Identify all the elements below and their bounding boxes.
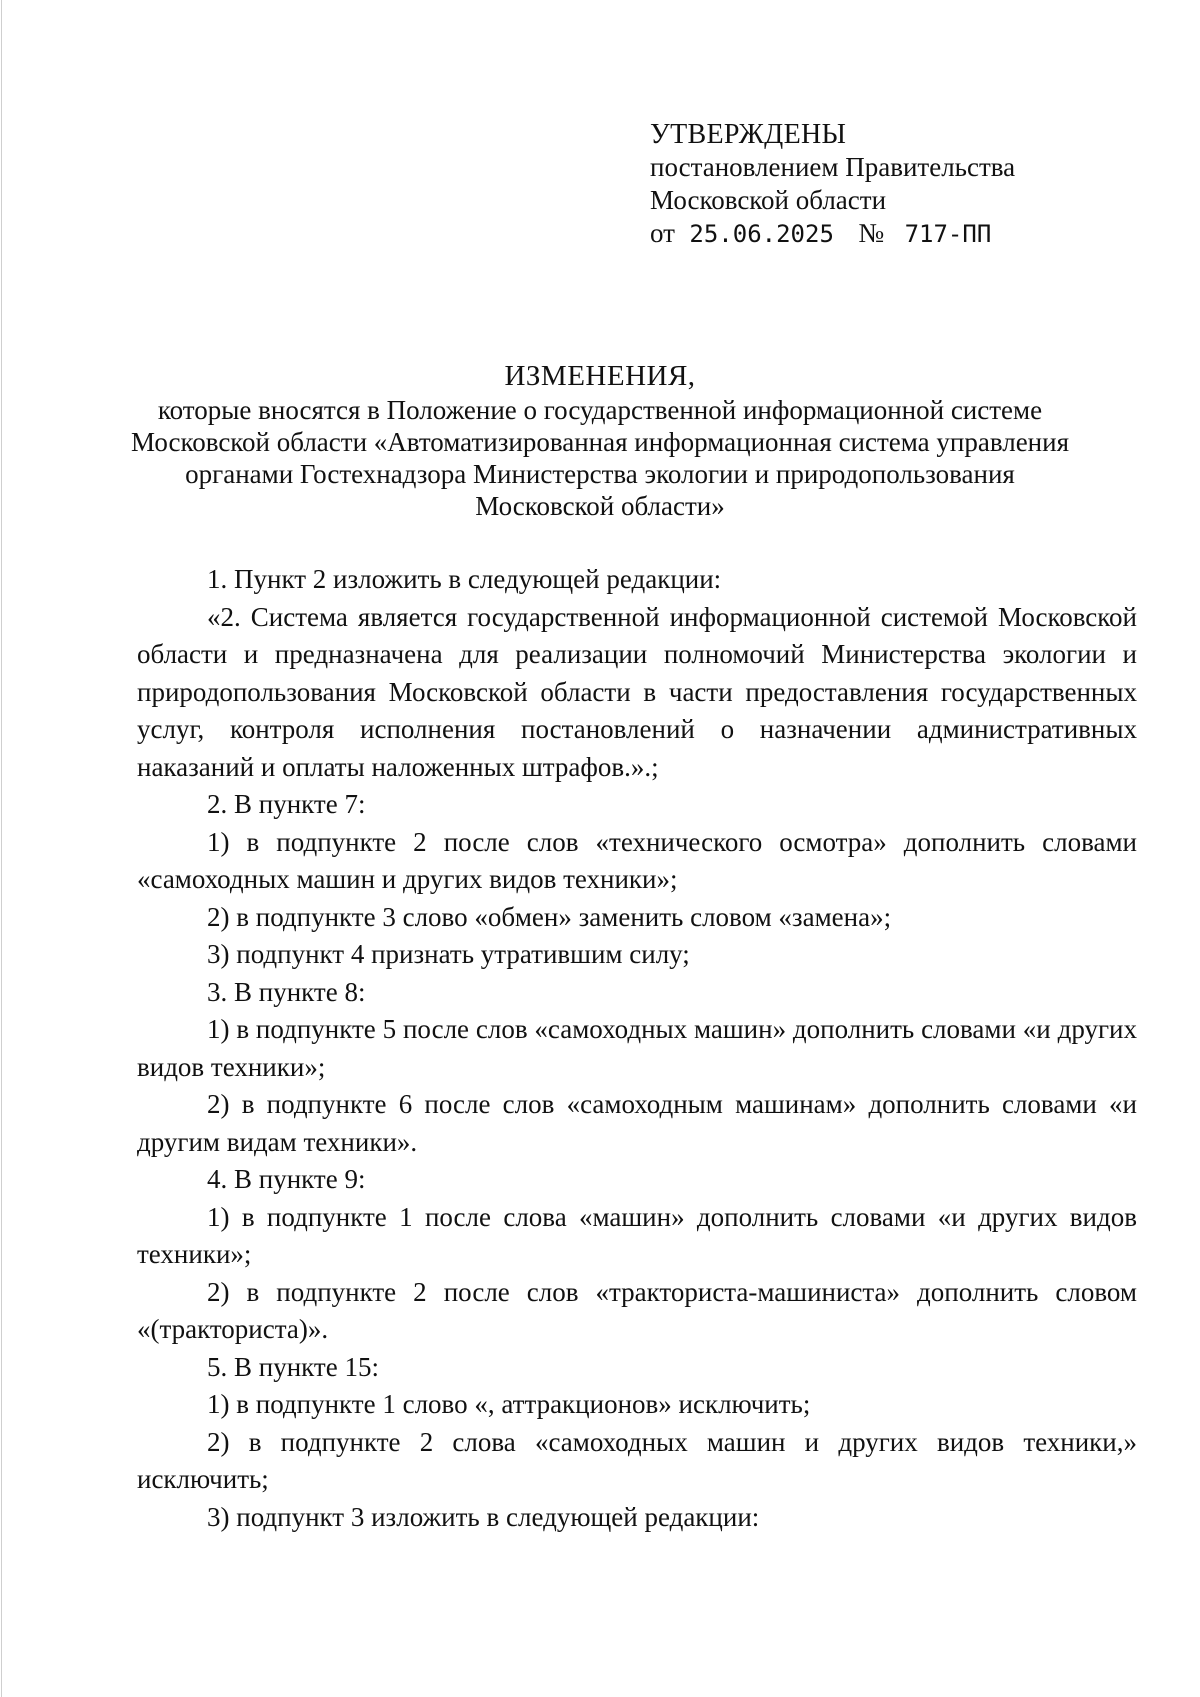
document-body: [137, 561, 1137, 1536]
approval-title: УТВЕРЖДЕНЫ: [650, 119, 847, 150]
scan-edge-line: [1, 0, 2, 1697]
decree-number: 717-ПП: [904, 220, 992, 248]
paragraph-subitem: 2) в подпункте 3 слово «обмен» заменить словом «замена»;: [207, 901, 892, 932]
paragraph-item-5: 5. В пункте 15:: [207, 1351, 379, 1382]
paragraph-quote-2: «2. Система является государственной информационной системой Московской области и предназначена для реализации полномочий Министерства экологии и природопользования Московской области в части предоставления государственных услуг, контроля исполнения постановлений о назначении административных наказаний и оплаты наложенных штрафов.».;: [137, 601, 1137, 782]
date-prefix: от: [650, 218, 675, 248]
heading-line-3: органами Гостехнадзора Министерства экологии и природопользования: [185, 459, 1015, 489]
approval-stamp-block: [650, 118, 1015, 251]
paragraph-item-1: 1. Пункт 2 изложить в следующей редакции:: [207, 564, 722, 594]
paragraph-item-4: 4. В пункте 9:: [207, 1164, 366, 1194]
paragraph-subitem: 2) в подпункте 2 после слов «тракториста-машиниста» дополнить словом «(тракториста)».: [137, 1276, 1137, 1344]
paragraph-subitem: 1) в подпункте 2 после слов «технического осмотра» дополнить словами «самоходных машин и других видов техники»;: [137, 826, 1137, 894]
paragraph-subitem: 3) подпункт 3 изложить в следующей редакции:: [207, 1501, 760, 1532]
paragraph-subitem: 2) в подпункте 6 после слов «самоходным машинам» дополнить словами «и другим видам техники».: [137, 1089, 1137, 1157]
heading-line-4: Московской области»: [475, 491, 725, 521]
decree-date: 25.06.2025: [689, 220, 834, 248]
paragraph-subitem: 1) в подпункте 5 после слов «самоходных машин» дополнить словами «и других видов техники»;: [137, 1014, 1137, 1082]
number-sign: №: [858, 218, 885, 248]
paragraph-item-3: 3. В пункте 8:: [207, 976, 366, 1007]
paragraph-subitem: 1) в подпункте 1 после слова «машин» дополнить словами «и других видов техники»;: [137, 1201, 1137, 1269]
heading-line-2: Московской области «Автоматизированная информационная система управления: [131, 427, 1069, 457]
heading-line-1: которые вносятся в Положение о государственной информационной системе: [157, 395, 1043, 425]
document-heading: [130, 360, 1070, 522]
paragraph-subitem: 1) в подпункте 1 слово «, аттракционов» исключить;: [207, 1389, 811, 1419]
approval-line-2: Московской области: [650, 185, 887, 215]
paragraph-subitem: 3) подпункт 4 признать утратившим силу;: [207, 939, 690, 969]
approval-line-1: постановлением Правительства: [650, 152, 1016, 182]
heading-title: ИЗМЕНЕНИЯ,: [504, 360, 696, 392]
paragraph-item-2: 2. В пункте 7:: [207, 789, 366, 819]
paragraph-subitem: 2) в подпункте 2 слова «самоходных машин и других видов техники,» исключить;: [137, 1426, 1137, 1494]
approval-date-line: [650, 217, 1015, 251]
